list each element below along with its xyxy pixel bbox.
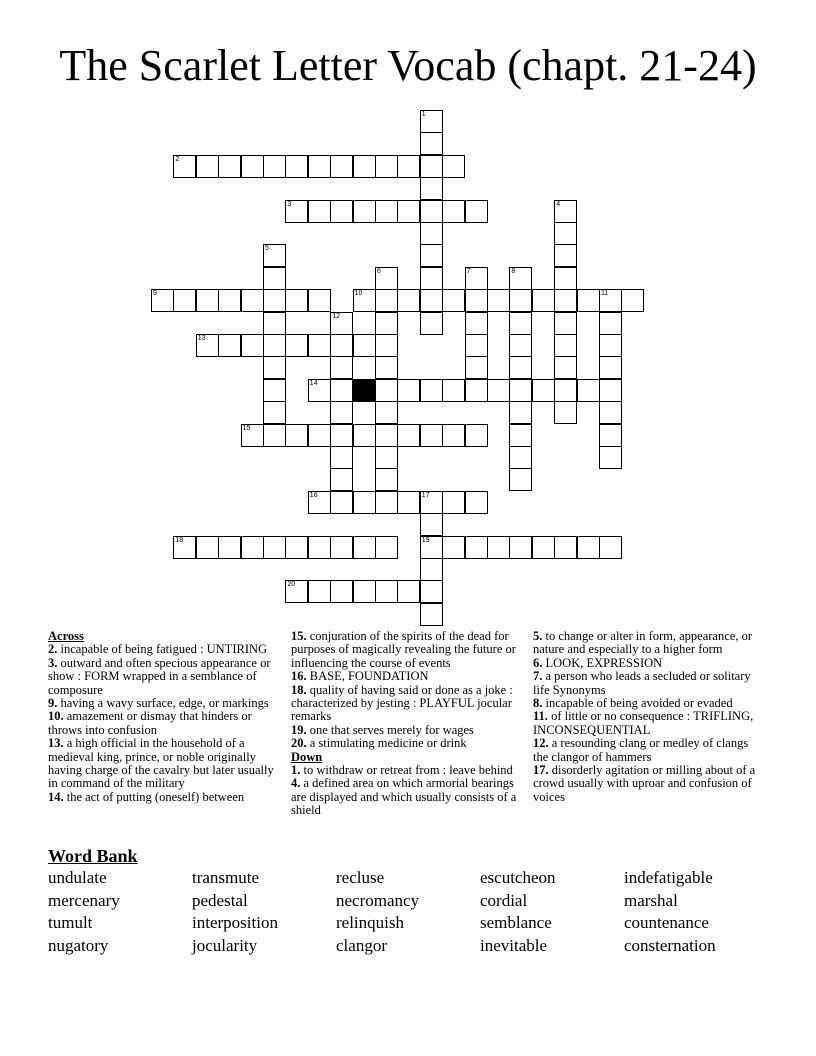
- crossword-cell: [509, 356, 532, 379]
- crossword-cell: [554, 200, 577, 223]
- crossword-cell: [263, 155, 286, 178]
- crossword-cell: [442, 536, 465, 559]
- crossword-cell: [375, 200, 398, 223]
- crossword-cell: [330, 424, 353, 447]
- crossword-cell: [420, 244, 443, 267]
- crossword-cell: [599, 334, 622, 357]
- clue-number: 15: [242, 424, 251, 432]
- crossword-cell: [263, 401, 286, 424]
- crossword-cell: [554, 401, 577, 424]
- word-bank-item: mercenary: [48, 890, 120, 910]
- crossword-cell: [263, 536, 286, 559]
- crossword-cell: [330, 468, 353, 491]
- crossword-cell: [375, 580, 398, 603]
- crossword-cell: [285, 536, 308, 559]
- crossword-cell: [554, 356, 577, 379]
- across-clue-14: 14. the act of putting (oneself) between: [48, 789, 245, 804]
- crossword-cell: [465, 267, 488, 290]
- crossword-cell: [397, 200, 420, 223]
- crossword-cell: [577, 379, 600, 402]
- crossword-cell: [330, 536, 353, 559]
- crossword-cell: [509, 267, 532, 290]
- crossword-cell: [509, 334, 532, 357]
- crossword-cell: [285, 580, 308, 603]
- crossword-cell: [308, 536, 331, 559]
- crossword-cell: [442, 200, 465, 223]
- down-clue-8: 8. incapable of being avoided or evaded: [533, 696, 733, 711]
- crossword-cell: [263, 379, 286, 402]
- clues-column-2: [291, 630, 523, 818]
- clues-column-3: [533, 630, 758, 804]
- crossword-cell: [487, 289, 510, 312]
- word-bank-item: escutcheon: [480, 868, 556, 887]
- word-bank-item: undulate: [48, 868, 107, 887]
- down-clue-1: 1. to withdraw or retreat from : leave behind: [291, 763, 513, 778]
- clue-number: 10: [354, 290, 363, 298]
- crossword-cell: [241, 334, 264, 357]
- word-bank-item: recluse: [336, 868, 385, 887]
- crossword-cell: [554, 334, 577, 357]
- crossword-cell: [330, 312, 353, 335]
- word-bank-item: marshal: [624, 890, 678, 910]
- crossword-cell: [263, 244, 286, 267]
- across-clue-20: 20. a stimulating medicine or drink: [291, 736, 467, 751]
- crossword-cell: [330, 155, 353, 178]
- crossword-cell: [397, 289, 420, 312]
- word-bank-item: relinquish: [336, 913, 404, 933]
- crossword-cell: [487, 379, 510, 402]
- crossword-cell: [308, 491, 331, 514]
- crossword-cell: [554, 379, 577, 402]
- crossword-cell: [375, 356, 398, 379]
- crossword-cell: [599, 536, 622, 559]
- crossword-cell: [509, 424, 532, 447]
- across-clue-15: 15. conjuration of the spirits of the dead for purposes of magically revealing the future or influencing the course of events: [291, 629, 516, 670]
- clue-number: 18: [175, 536, 184, 544]
- across-clue-18: 18. quality of having said or done as a joke : characterized by jesting : PLAYFUL jocular remarks: [291, 682, 513, 724]
- crossword-cell: [442, 379, 465, 402]
- across-clue-19: 19. one that serves merely for wages: [291, 722, 474, 737]
- word-bank-item: consternation: [624, 936, 716, 956]
- crossword-cell: [330, 446, 353, 469]
- crossword-cell: [263, 267, 286, 290]
- crossword-cell: [308, 155, 331, 178]
- crossword-cell: [196, 289, 219, 312]
- crossword-cell: [353, 289, 376, 312]
- crossword-cell: [285, 155, 308, 178]
- clue-number: 5: [265, 245, 269, 253]
- crossword-cell: [308, 200, 331, 223]
- crossword-cell: [487, 536, 510, 559]
- crossword-cell: [375, 267, 398, 290]
- crossword-cell: [420, 513, 443, 536]
- crossword-cell: [375, 536, 398, 559]
- crossword-black-cell: [353, 379, 376, 402]
- across-clue-13: 13. a high official in the household of a medieval king, prince, or noble originally having charge of the cavalry but later usually in command of the military: [48, 736, 274, 791]
- crossword-cell: [420, 110, 443, 133]
- crossword-cell: [509, 468, 532, 491]
- crossword-cell: [397, 155, 420, 178]
- crossword-cell: [241, 536, 264, 559]
- crossword-cell: [465, 356, 488, 379]
- clue-number: 17: [421, 491, 430, 499]
- crossword-cell: [532, 536, 555, 559]
- crossword-cell: [330, 401, 353, 424]
- crossword-cell: [397, 424, 420, 447]
- page-title: The Scarlet Letter Vocab (chapt. 21-24): [59, 41, 757, 90]
- crossword-cell: [621, 289, 644, 312]
- crossword-cell: [173, 536, 196, 559]
- crossword-cell: [353, 491, 376, 514]
- crossword-cell: [285, 200, 308, 223]
- crossword-cell: [509, 289, 532, 312]
- crossword-cell: [375, 334, 398, 357]
- crossword-cell: [397, 491, 420, 514]
- across-clue-10: 10. amazement or dismay that hinders or throws into confusion: [48, 709, 252, 737]
- clue-number: 9: [153, 290, 157, 298]
- down-clue-6: 6. LOOK, EXPRESSION: [533, 655, 663, 670]
- clue-number: 4: [556, 200, 561, 208]
- crossword-cell: [218, 536, 241, 559]
- word-bank-item: jocularity: [192, 936, 258, 956]
- across-clue-2: 2. incapable of being fatigued : UNTIRING: [48, 642, 268, 657]
- crossword-cell: [330, 356, 353, 379]
- crossword-cell: [263, 289, 286, 312]
- across-clue-16: 16. BASE, FOUNDATION: [291, 669, 429, 684]
- crossword-cell: [330, 379, 353, 402]
- crossword-cell: [241, 424, 264, 447]
- down-clue-11: 11. of little or no consequence : TRIFLING, INCONSEQUENTIAL: [533, 709, 754, 737]
- crossword-cell: [375, 424, 398, 447]
- down-clue-17: 17. disorderly agitation or milling about of a crowd usually with uproar and confusion of voices: [533, 763, 756, 804]
- clue-number: 20: [287, 581, 296, 589]
- clue-number: 1: [421, 111, 426, 118]
- crossword-cell: [353, 580, 376, 603]
- crossword-cell: [465, 424, 488, 447]
- crossword-cell: [442, 155, 465, 178]
- crossword-cell: [554, 267, 577, 290]
- word-bank-item: transmute: [192, 868, 260, 887]
- crossword-cell: [308, 424, 331, 447]
- crossword-cell: [420, 536, 443, 559]
- crossword-cell: [285, 289, 308, 312]
- word-bank-item: semblance: [480, 913, 552, 933]
- crossword-cell: [397, 379, 420, 402]
- crossword-cell: [420, 424, 443, 447]
- word-bank-item: necromancy: [336, 890, 420, 910]
- crossword-cell: [353, 424, 376, 447]
- crossword-cell: [330, 200, 353, 223]
- crossword-cell: [599, 356, 622, 379]
- crossword-cell: [442, 491, 465, 514]
- down-heading: Down: [291, 749, 323, 764]
- down-clue-7: 7. a person who leads a secluded or solitary life Synonyms: [533, 669, 751, 697]
- crossword-cell: [420, 580, 443, 603]
- crossword-cell: [420, 132, 443, 155]
- crossword-cell: [308, 580, 331, 603]
- word-bank-item: tumult: [48, 913, 93, 933]
- crossword-cell: [420, 267, 443, 290]
- crossword-cell: [353, 200, 376, 223]
- crossword-cell: [420, 312, 443, 335]
- crossword-cell: [420, 177, 443, 200]
- crossword-cell: [308, 379, 331, 402]
- crossword-cell: [397, 580, 420, 603]
- word-bank-item: countenance: [624, 913, 709, 933]
- crossword-cell: [263, 312, 286, 335]
- crossword-cell: [196, 334, 219, 357]
- word-bank-item: interposition: [192, 913, 278, 933]
- crossword-cell: [285, 334, 308, 357]
- crossword-cell: [375, 379, 398, 402]
- clue-number: 19: [421, 536, 430, 544]
- word-bank: [48, 867, 768, 958]
- crossword-cell: [285, 424, 308, 447]
- crossword-cell: [420, 603, 443, 626]
- crossword-cell: [263, 424, 286, 447]
- word-bank-item: cordial: [480, 890, 528, 910]
- crossword-cell: [263, 334, 286, 357]
- crossword-cell: [509, 379, 532, 402]
- crossword-cell: [218, 155, 241, 178]
- crossword-cell: [465, 312, 488, 335]
- across-clue-3: 3. outward and often specious appearance or show : FORM wrapped in a semblance of composure: [48, 655, 271, 697]
- crossword-cell: [465, 289, 488, 312]
- crossword-cell: [509, 401, 532, 424]
- crossword-cell: [218, 289, 241, 312]
- crossword-cell: [599, 289, 622, 312]
- crossword-cell: [465, 491, 488, 514]
- crossword-cell: [420, 155, 443, 178]
- crossword-cell: [353, 536, 376, 559]
- crossword-cell: [308, 334, 331, 357]
- crossword-cell: [554, 222, 577, 245]
- crossword-cell: [173, 289, 196, 312]
- across-heading: Across: [48, 629, 84, 643]
- crossword-cell: [577, 289, 600, 312]
- crossword-cell: [554, 536, 577, 559]
- clue-number: 13: [197, 335, 206, 342]
- crossword-cell: [465, 334, 488, 357]
- crossword-cell: [420, 491, 443, 514]
- crossword-cell: [599, 312, 622, 335]
- crossword-cell: [420, 222, 443, 245]
- crossword-cell: [330, 334, 353, 357]
- crossword-cell: [330, 580, 353, 603]
- crossword-cell: [241, 155, 264, 178]
- crossword-cell: [509, 446, 532, 469]
- crossword-cell: [509, 312, 532, 335]
- clue-number: 3: [287, 200, 292, 208]
- clue-number: 7: [466, 267, 471, 275]
- crossword-cell: [442, 289, 465, 312]
- crossword-cell: [420, 200, 443, 223]
- clue-number: 16: [309, 491, 318, 499]
- clue-number: 8: [511, 267, 516, 275]
- crossword-cell: [196, 536, 219, 559]
- crossword-cell: [375, 289, 398, 312]
- crossword-cell: [375, 468, 398, 491]
- clue-number: 14: [309, 379, 318, 387]
- down-clue-4: 4. a defined area on which armorial bearings are displayed and which usually consists of a shield: [291, 776, 517, 818]
- clue-number: 11: [601, 290, 609, 298]
- crossword-cell: [353, 155, 376, 178]
- crossword-cell: [465, 536, 488, 559]
- crossword-cell: [308, 289, 331, 312]
- clues-column-1: [48, 630, 278, 804]
- crossword-cell: [241, 289, 264, 312]
- crossword-cell: [375, 401, 398, 424]
- crossword-cell: [599, 401, 622, 424]
- crossword-cell: [554, 289, 577, 312]
- crossword-cell: [420, 289, 443, 312]
- crossword-cell: [509, 536, 532, 559]
- down-clue-5: 5. to change or alter in form, appearance, or nature and especially to a higher form: [533, 629, 752, 657]
- crossword-cell: [599, 379, 622, 402]
- word-bank-item: pedestal: [192, 890, 248, 910]
- crossword-cell: [532, 289, 555, 312]
- crossword-cell: [577, 536, 600, 559]
- crossword-cell: [375, 312, 398, 335]
- crossword-cell: [532, 379, 555, 402]
- crossword-cell: [599, 446, 622, 469]
- word-bank-item: nugatory: [48, 936, 109, 956]
- word-bank-item: indefatigable: [624, 868, 713, 887]
- crossword-cell: [173, 155, 196, 178]
- across-clue-9: 9. having a wavy surface, edge, or markings: [48, 696, 269, 711]
- crossword-cell: [554, 312, 577, 335]
- crossword-cell: [375, 446, 398, 469]
- word-bank-item: clangor: [336, 936, 387, 956]
- crossword-cell: [599, 424, 622, 447]
- crossword-cell: [442, 424, 465, 447]
- crossword-cell: [554, 244, 577, 267]
- clue-number: 2: [175, 155, 180, 163]
- crossword-cell: [263, 356, 286, 379]
- clue-number: 12: [332, 312, 340, 320]
- crossword-cell: [218, 334, 241, 357]
- word-bank-title: Word Bank: [48, 846, 138, 866]
- down-clue-12: 12. a resounding clang or medley of clangs the clangor of hammers: [533, 736, 749, 764]
- crossword-cell: [420, 379, 443, 402]
- crossword-cell: [330, 491, 353, 514]
- crossword-cell: [375, 155, 398, 178]
- crossword-cell: [196, 155, 219, 178]
- crossword-cell: [465, 200, 488, 223]
- word-bank-item: inevitable: [480, 936, 548, 956]
- crossword-cell: [375, 491, 398, 514]
- crossword-cell: [420, 558, 443, 581]
- crossword-cell: [465, 379, 488, 402]
- crossword-cell: [353, 334, 376, 357]
- clue-number: 6: [377, 267, 381, 275]
- crossword-cell: [151, 289, 174, 312]
